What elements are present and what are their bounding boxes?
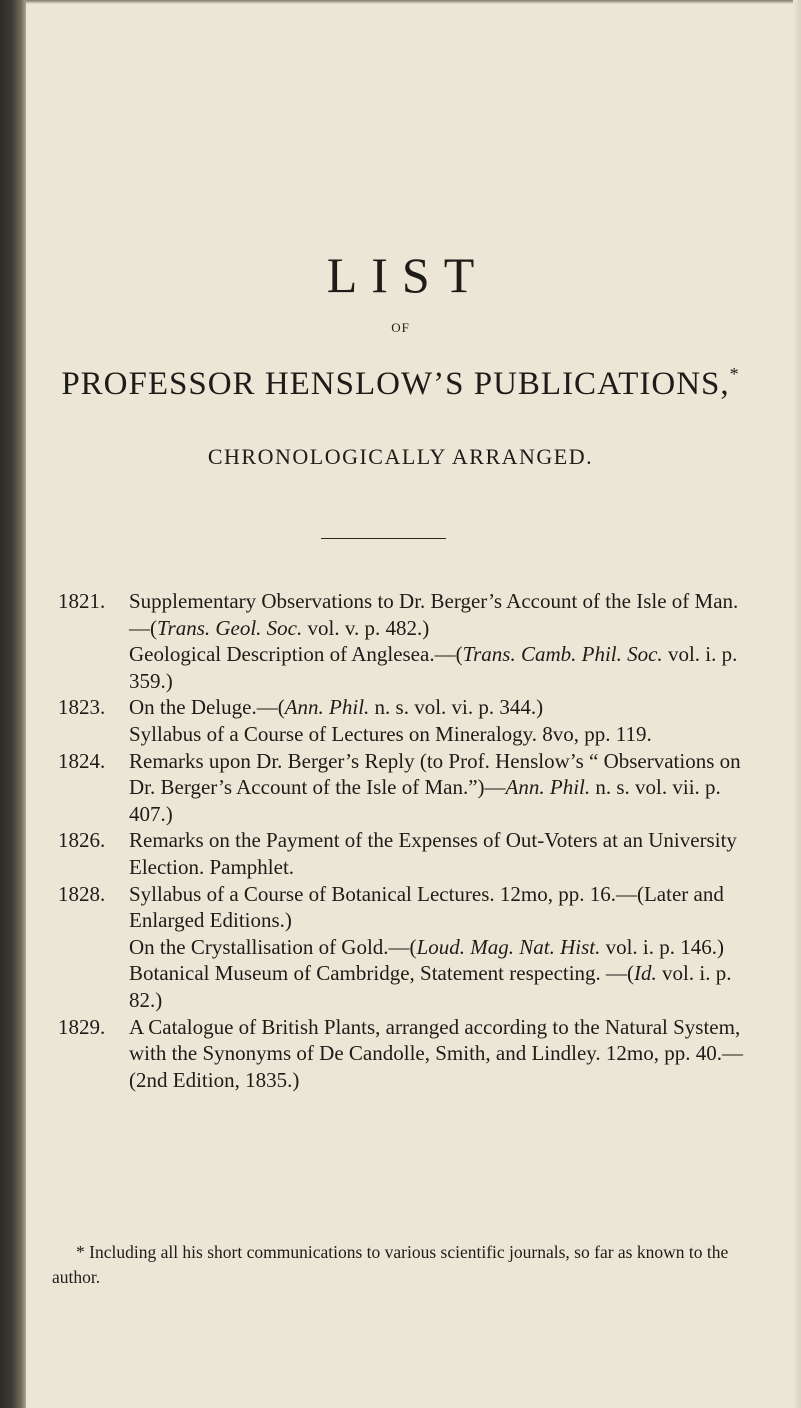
entry-text-segment: Botanical Museum of Cambridge, Statement respecting. —( xyxy=(129,961,635,986)
entry-text xyxy=(129,641,748,694)
subheading: CHRONOLOGICALLY ARRANGED. xyxy=(207,444,594,469)
publication-entry xyxy=(58,588,748,641)
journal-title: Loud. Mag. Nat. Hist. xyxy=(416,934,601,959)
title-connector: OF xyxy=(391,320,410,335)
publication-entry xyxy=(58,694,748,721)
entry-text-segment: On the Deluge.—( xyxy=(129,695,285,720)
entry-text xyxy=(129,588,748,641)
entry-text xyxy=(129,960,748,1013)
entry-text xyxy=(129,881,748,934)
entry-text xyxy=(129,1014,748,1094)
entry-text-segment: Remarks on the Payment of the Expenses of Out-Voters at an University Election. Pamphlet. xyxy=(129,828,737,879)
entry-text-segment: n. s. vol. vi. p. 344.) xyxy=(369,695,544,720)
publication-entry xyxy=(58,1014,748,1094)
entry-text-segment: vol. v. p. 482.) xyxy=(302,615,430,640)
journal-title: Ann. Phil. xyxy=(284,695,370,720)
main-heading-text: PROFESSOR HENSLOW’S PUBLICATIONS, xyxy=(61,366,730,402)
publication-entry xyxy=(58,721,748,748)
publication-entry xyxy=(58,934,748,961)
main-heading xyxy=(0,365,801,401)
entry-year: 1829. xyxy=(58,1014,106,1039)
publication-entry xyxy=(58,881,748,934)
publication-entry xyxy=(58,641,748,694)
footnote: * Including all his short communications to various scientific journals, so far as known to the author. xyxy=(52,1242,729,1287)
entry-text xyxy=(129,694,748,721)
entry-year: 1821. xyxy=(58,589,106,613)
entry-text-segment: A Catalogue of British Plants, arranged according to the Natural System, with the Synonyms of De Candolle, Smith, and Lindley. 12mo, pp. 40.—(2nd Edition, 1835.) xyxy=(129,1014,744,1092)
entry-text-segment: vol. i. p. 359.) xyxy=(129,642,738,693)
publication-entry xyxy=(58,748,748,828)
page-title: LIST xyxy=(326,247,489,303)
entry-text xyxy=(129,721,748,748)
entry-text-segment: On the Crystallisation of Gold.—( xyxy=(129,934,417,959)
divider-rule xyxy=(321,538,446,539)
entry-text-segment: Remarks upon Dr. Berger’s Reply (to Prof. Henslow’s “ Observations on Dr. Berger’s Account of the Isle of Man.”)— xyxy=(129,748,741,800)
publication-entry xyxy=(58,827,748,880)
entry-text-segment: Geological Description of Anglesea.—( xyxy=(129,642,463,667)
entry-text-segment: Syllabus of a Course of Lectures on Mineralogy. 8vo, pp. 119. xyxy=(129,721,652,746)
entry-text-segment: Syllabus of a Course of Botanical Lectures. 12mo, pp. 16.—(Later and Enlarged Editions.) xyxy=(129,881,724,933)
entry-year: 1824. xyxy=(58,748,106,773)
footnote-mark: * xyxy=(729,364,740,384)
entry-text xyxy=(129,934,748,961)
journal-title: Id. xyxy=(634,961,657,986)
entry-year: 1826. xyxy=(58,828,106,853)
entry-text-segment: vol. i. p. 146.) xyxy=(600,934,725,959)
journal-title: Trans. Geol. Soc. xyxy=(157,615,303,640)
entry-text-segment: vol. i. p. 82.) xyxy=(129,961,732,1012)
entry-year: 1828. xyxy=(58,881,106,906)
journal-title: Ann. Phil. xyxy=(505,775,591,800)
entry-text xyxy=(129,748,748,828)
journal-title: Trans. Camb. Phil. Soc. xyxy=(462,642,663,667)
publication-entry xyxy=(58,960,748,1013)
entry-text xyxy=(129,827,748,880)
entry-text-segment: n. s. vol. vii. p. 407.) xyxy=(129,775,721,826)
publication-list xyxy=(58,588,748,1093)
entry-text-segment: Supplementary Observations to Dr. Berger’s Account of the Isle of Man.—( xyxy=(129,589,739,640)
entry-year: 1823. xyxy=(58,695,106,720)
